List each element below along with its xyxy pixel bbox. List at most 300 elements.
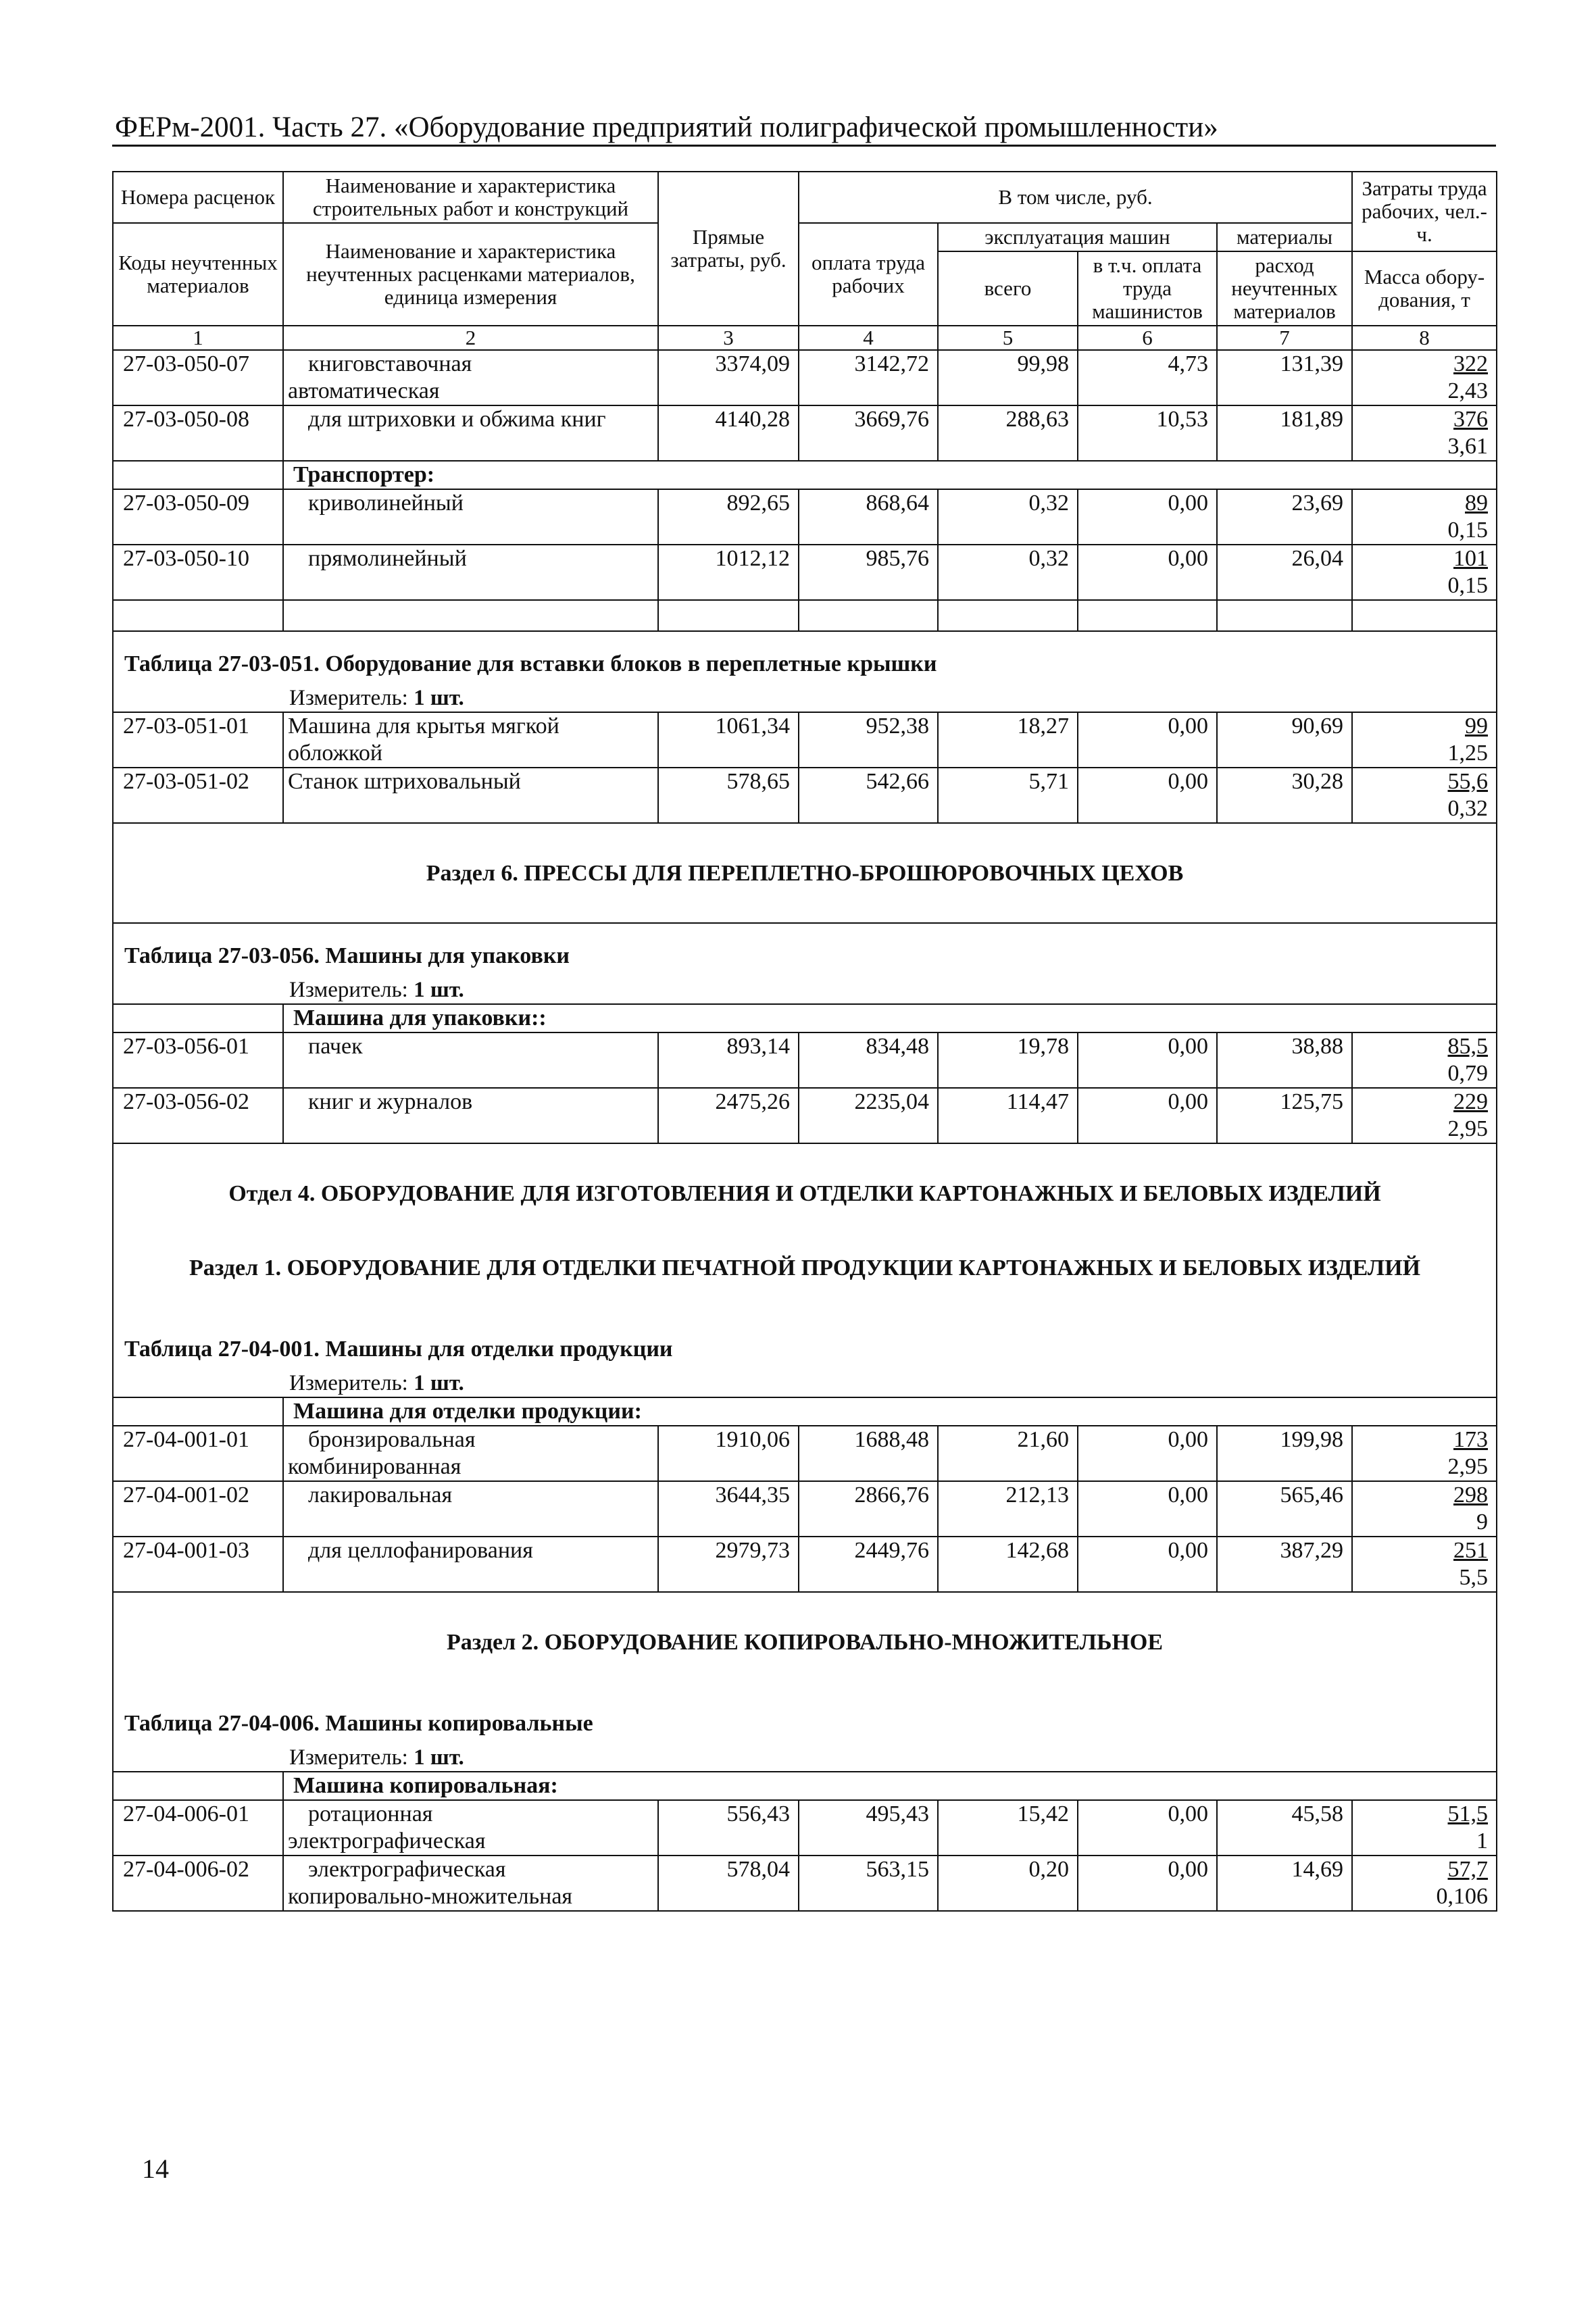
labor-cost: 2866,76 xyxy=(799,1481,938,1509)
empty-cell xyxy=(1078,1509,1217,1537)
item-name: книговставочная xyxy=(283,350,658,378)
table-title-row xyxy=(113,631,1497,684)
labor-cost: 3142,72 xyxy=(799,350,938,378)
col1-head-a: Номера расценок xyxy=(113,172,283,223)
table-row-cont xyxy=(113,1116,1497,1143)
empty-cell xyxy=(799,1564,938,1592)
machine-cost: 288,63 xyxy=(938,405,1078,433)
empty-cell xyxy=(799,1883,938,1911)
incl-head: В том числе, руб. xyxy=(799,172,1352,223)
rate-code: 27-03-051-02 xyxy=(113,768,283,795)
table-row-cont xyxy=(113,1060,1497,1088)
machine-cost: 114,47 xyxy=(938,1088,1078,1116)
group-label: Транспортер: xyxy=(283,461,1497,489)
material-cost: 38,88 xyxy=(1217,1032,1352,1060)
labor-hours: 251 xyxy=(1352,1537,1497,1564)
measure-value: 1 шт. xyxy=(414,1745,464,1770)
table-row xyxy=(113,1856,1497,1883)
empty-cell xyxy=(1217,378,1352,405)
machine-cost: 0,32 xyxy=(938,489,1078,517)
operator-cost: 0,00 xyxy=(1078,1481,1217,1509)
empty-cell xyxy=(658,433,799,461)
table-title: Таблица 27-03-051. Оборудование для вставки блоков в переплетные крышки xyxy=(113,631,1497,684)
empty-cell xyxy=(113,1772,283,1800)
labor-hours: 101 xyxy=(1352,545,1497,572)
measure-unit xyxy=(113,684,1497,712)
empty-cell xyxy=(938,740,1078,768)
mat-head: материалы xyxy=(1217,223,1352,251)
table-body xyxy=(113,350,1497,1912)
empty-cell xyxy=(1078,740,1217,768)
empty-cell xyxy=(1217,1509,1352,1537)
empty-cell xyxy=(1217,600,1352,631)
labor-cost: 542,66 xyxy=(799,768,938,795)
col2-head-b: Наименование и характеристика неучтенных расценками материалов, единица измерения xyxy=(283,223,658,326)
empty-cell xyxy=(799,740,938,768)
empty-cell xyxy=(113,1453,283,1481)
empty-cell xyxy=(658,1116,799,1143)
section-heading-row xyxy=(113,1592,1497,1691)
table-title-row xyxy=(113,1691,1497,1744)
item-name-cont: электрографическая xyxy=(283,1828,658,1856)
measure-label: Измеритель: xyxy=(289,1371,408,1395)
labor-cost: 834,48 xyxy=(799,1032,938,1060)
item-name: Станок штриховальный xyxy=(283,768,658,795)
direct-cost: 2475,26 xyxy=(658,1088,799,1116)
empty-cell xyxy=(283,1509,658,1537)
empty-cell xyxy=(658,517,799,545)
empty-cell xyxy=(113,461,283,489)
labor-hours: 57,7 xyxy=(1352,1856,1497,1883)
item-name-cont: обложкой xyxy=(283,740,658,768)
material-cost: 14,69 xyxy=(1217,1856,1352,1883)
direct-cost: 1061,34 xyxy=(658,712,799,740)
table-row-cont xyxy=(113,740,1497,768)
empty-cell xyxy=(938,1564,1078,1592)
rate-code: 27-03-050-09 xyxy=(113,489,283,517)
group-label-row xyxy=(113,1397,1497,1426)
col8-head-a: Затраты труда рабочих, чел.-ч. xyxy=(1352,172,1497,251)
machine-cost: 212,13 xyxy=(938,1481,1078,1509)
machine-cost: 18,27 xyxy=(938,712,1078,740)
table-row xyxy=(113,768,1497,795)
operator-cost: 10,53 xyxy=(1078,405,1217,433)
equipment-mass: 2,43 xyxy=(1352,378,1497,405)
operator-cost: 0,00 xyxy=(1078,489,1217,517)
item-name: криволинейный xyxy=(283,489,658,517)
rate-code: 27-04-001-02 xyxy=(113,1481,283,1509)
measure-label: Измеритель: xyxy=(289,978,408,1002)
operator-cost: 0,00 xyxy=(1078,545,1217,572)
empty-cell xyxy=(1078,1564,1217,1592)
material-cost: 565,46 xyxy=(1217,1481,1352,1509)
direct-cost: 1012,12 xyxy=(658,545,799,572)
spacer-row xyxy=(113,600,1497,631)
operator-cost: 0,00 xyxy=(1078,1088,1217,1116)
section-heading: Раздел 1. ОБОРУДОВАНИЕ ДЛЯ ОТДЕЛКИ ПЕЧАТНОЙ ПРОДУКЦИИ КАРТОНАЖНЫХ И БЕЛОВЫХ ИЗДЕЛИЙ xyxy=(113,1243,1497,1317)
equipment-mass: 5,5 xyxy=(1352,1564,1497,1592)
table-row xyxy=(113,350,1497,378)
labor-hours: 229 xyxy=(1352,1088,1497,1116)
colnum: 8 xyxy=(1352,326,1497,350)
header-rule xyxy=(112,145,1496,147)
empty-cell xyxy=(799,1453,938,1481)
table-row xyxy=(113,1537,1497,1564)
measure-value: 1 шт. xyxy=(414,978,464,1002)
measure-row xyxy=(113,1744,1497,1772)
labor-cost: 2235,04 xyxy=(799,1088,938,1116)
empty-cell xyxy=(283,572,658,600)
table-row xyxy=(113,489,1497,517)
empty-cell xyxy=(113,1060,283,1088)
empty-cell xyxy=(1078,378,1217,405)
operator-cost: 0,00 xyxy=(1078,1032,1217,1060)
item-name: для целлофанирования xyxy=(283,1537,658,1564)
empty-cell xyxy=(1217,1116,1352,1143)
measure-value: 1 шт. xyxy=(414,1371,464,1395)
direct-cost: 3644,35 xyxy=(658,1481,799,1509)
direct-cost: 556,43 xyxy=(658,1800,799,1828)
colnum: 2 xyxy=(283,326,658,350)
table-row-cont xyxy=(113,433,1497,461)
table-title-row xyxy=(113,923,1497,976)
empty-cell xyxy=(283,1116,658,1143)
equipment-mass: 0,79 xyxy=(1352,1060,1497,1088)
labor-hours: 298 xyxy=(1352,1481,1497,1509)
empty-cell xyxy=(113,1564,283,1592)
table-row-cont xyxy=(113,1509,1497,1537)
labor-cost: 2449,76 xyxy=(799,1537,938,1564)
empty-cell xyxy=(1078,517,1217,545)
rate-code: 27-04-006-02 xyxy=(113,1856,283,1883)
empty-cell xyxy=(938,1116,1078,1143)
col8-head-b: Масса обору-дования, т xyxy=(1352,251,1497,326)
measure-row xyxy=(113,684,1497,712)
section-heading-row xyxy=(113,823,1497,923)
empty-cell xyxy=(658,740,799,768)
empty-cell xyxy=(799,1509,938,1537)
empty-cell xyxy=(283,1060,658,1088)
equipment-mass: 2,95 xyxy=(1352,1453,1497,1481)
table-row-cont xyxy=(113,1828,1497,1856)
direct-cost: 4140,28 xyxy=(658,405,799,433)
table-bottom-border xyxy=(113,1911,1497,1912)
material-cost: 199,98 xyxy=(1217,1426,1352,1453)
empty-cell xyxy=(283,433,658,461)
equipment-mass: 0,15 xyxy=(1352,572,1497,600)
rate-code: 27-04-001-03 xyxy=(113,1537,283,1564)
empty-cell xyxy=(113,1828,283,1856)
empty-cell xyxy=(658,572,799,600)
item-name: книг и журналов xyxy=(283,1088,658,1116)
section-heading: Раздел 2. ОБОРУДОВАНИЕ КОПИРОВАЛЬНО-МНОЖИТЕЛЬНОЕ xyxy=(113,1592,1497,1691)
empty-cell xyxy=(938,1453,1078,1481)
col4-head: оплата труда рабочих xyxy=(799,223,938,326)
department-heading: Отдел 4. ОБОРУДОВАНИЕ ДЛЯ ИЗГОТОВЛЕНИЯ И ОТДЕЛКИ КАРТОНАЖНЫХ И БЕЛОВЫХ ИЗДЕЛИЙ xyxy=(113,1143,1497,1243)
empty-cell xyxy=(938,1060,1078,1088)
empty-cell xyxy=(113,1397,283,1426)
labor-cost: 563,15 xyxy=(799,1856,938,1883)
department-heading-row xyxy=(113,1143,1497,1243)
machine-cost: 5,71 xyxy=(938,768,1078,795)
table-row xyxy=(113,1426,1497,1453)
table-title-row xyxy=(113,1317,1497,1370)
empty-cell xyxy=(658,1828,799,1856)
operator-cost: 0,00 xyxy=(1078,1426,1217,1453)
labor-hours: 85,5 xyxy=(1352,1032,1497,1060)
rate-code: 27-03-050-08 xyxy=(113,405,283,433)
table-row-cont xyxy=(113,795,1497,823)
empty-cell xyxy=(1217,572,1352,600)
direct-cost: 893,14 xyxy=(658,1032,799,1060)
material-cost: 30,28 xyxy=(1217,768,1352,795)
col1-head-b: Коды неучтенных материалов xyxy=(113,223,283,326)
empty-cell xyxy=(938,378,1078,405)
direct-cost: 3374,09 xyxy=(658,350,799,378)
item-name: прямолинейный xyxy=(283,545,658,572)
empty-cell xyxy=(938,600,1078,631)
empty-cell xyxy=(1078,1453,1217,1481)
running-header: ФЕРм-2001. Часть 27. «Оборудование предприятий полиграфической промышленности» xyxy=(115,111,1218,143)
item-name: для штриховки и обжима книг xyxy=(283,405,658,433)
empty-cell xyxy=(799,378,938,405)
item-name: бронзировальная xyxy=(283,1426,658,1453)
group-label-row xyxy=(113,1004,1497,1032)
table-row-cont xyxy=(113,1453,1497,1481)
empty-cell xyxy=(1217,1828,1352,1856)
colnum: 6 xyxy=(1078,326,1217,350)
table-row xyxy=(113,1088,1497,1116)
empty-cell xyxy=(1217,1060,1352,1088)
empty-cell xyxy=(1078,572,1217,600)
col6-head: в т.ч. оплата труда машинистов xyxy=(1078,251,1217,326)
empty-cell xyxy=(283,795,658,823)
table-row-cont xyxy=(113,1883,1497,1911)
col7-head: расход неучтенных материалов xyxy=(1217,251,1352,326)
empty-cell xyxy=(1078,795,1217,823)
operator-cost: 0,00 xyxy=(1078,1800,1217,1828)
table-title: Таблица 27-03-056. Машины для упаковки xyxy=(113,923,1497,976)
rate-code: 27-03-050-07 xyxy=(113,350,283,378)
labor-cost: 1688,48 xyxy=(799,1426,938,1453)
operator-cost: 0,00 xyxy=(1078,768,1217,795)
operator-cost: 0,00 xyxy=(1078,712,1217,740)
equipment-mass: 3,61 xyxy=(1352,433,1497,461)
empty-cell xyxy=(1217,1883,1352,1911)
machine-cost: 15,42 xyxy=(938,1800,1078,1828)
labor-cost: 985,76 xyxy=(799,545,938,572)
item-name: ротационная xyxy=(283,1800,658,1828)
empty-cell xyxy=(1217,1453,1352,1481)
labor-cost: 495,43 xyxy=(799,1800,938,1828)
empty-cell xyxy=(938,433,1078,461)
material-cost: 131,39 xyxy=(1217,350,1352,378)
table-row xyxy=(113,1800,1497,1828)
empty-cell xyxy=(658,1453,799,1481)
measure-row xyxy=(113,1370,1497,1397)
empty-cell xyxy=(113,433,283,461)
empty-cell xyxy=(799,795,938,823)
empty-cell xyxy=(1217,740,1352,768)
direct-cost: 892,65 xyxy=(658,489,799,517)
empty-cell xyxy=(283,1564,658,1592)
group-label-row xyxy=(113,1772,1497,1800)
empty-cell xyxy=(1217,433,1352,461)
empty-cell xyxy=(113,740,283,768)
labor-hours: 173 xyxy=(1352,1426,1497,1453)
measure-unit xyxy=(113,976,1497,1004)
group-label-row xyxy=(113,461,1497,489)
empty-cell xyxy=(658,378,799,405)
equipment-mass: 2,95 xyxy=(1352,1116,1497,1143)
empty-cell xyxy=(113,1116,283,1143)
rate-code: 27-03-050-10 xyxy=(113,545,283,572)
table-row xyxy=(113,1032,1497,1060)
col3-head: Прямые затраты, руб. xyxy=(658,172,799,326)
empty-cell xyxy=(113,795,283,823)
direct-cost: 1910,06 xyxy=(658,1426,799,1453)
material-cost: 26,04 xyxy=(1217,545,1352,572)
page-number: 14 xyxy=(142,2154,169,2184)
labor-hours: 322 xyxy=(1352,350,1497,378)
empty-cell xyxy=(283,600,658,631)
labor-hours: 376 xyxy=(1352,405,1497,433)
empty-cell xyxy=(1078,1828,1217,1856)
empty-cell xyxy=(658,1564,799,1592)
material-cost: 45,58 xyxy=(1217,1800,1352,1828)
empty-cell xyxy=(1078,1116,1217,1143)
empty-cell xyxy=(799,517,938,545)
table-header xyxy=(113,172,1497,350)
item-name-cont: автоматическая xyxy=(283,378,658,405)
table-row xyxy=(113,545,1497,572)
empty-cell xyxy=(1352,600,1497,631)
material-cost: 125,75 xyxy=(1217,1088,1352,1116)
empty-cell xyxy=(113,378,283,405)
measure-unit xyxy=(113,1370,1497,1397)
empty-cell xyxy=(113,572,283,600)
colnum: 1 xyxy=(113,326,283,350)
empty-cell xyxy=(658,1883,799,1911)
item-name: лакировальная xyxy=(283,1481,658,1509)
empty-cell xyxy=(799,600,938,631)
empty-cell xyxy=(113,600,283,631)
direct-cost: 2979,73 xyxy=(658,1537,799,1564)
rates-table xyxy=(112,171,1497,1912)
labor-cost: 3669,76 xyxy=(799,405,938,433)
empty-cell xyxy=(1078,433,1217,461)
empty-cell xyxy=(113,517,283,545)
empty-cell xyxy=(658,1509,799,1537)
machine-cost: 19,78 xyxy=(938,1032,1078,1060)
empty-cell xyxy=(938,795,1078,823)
empty-cell xyxy=(1078,1060,1217,1088)
rate-code: 27-03-051-01 xyxy=(113,712,283,740)
table-title: Таблица 27-04-006. Машины копировальные xyxy=(113,1691,1497,1744)
empty-cell xyxy=(113,1883,283,1911)
labor-hours: 99 xyxy=(1352,712,1497,740)
table-row xyxy=(113,405,1497,433)
direct-cost: 578,04 xyxy=(658,1856,799,1883)
operator-cost: 0,00 xyxy=(1078,1537,1217,1564)
labor-cost: 868,64 xyxy=(799,489,938,517)
colnum: 5 xyxy=(938,326,1078,350)
empty-cell xyxy=(799,433,938,461)
machine-cost: 99,98 xyxy=(938,350,1078,378)
labor-cost: 952,38 xyxy=(799,712,938,740)
item-name: электрографическая xyxy=(283,1856,658,1883)
operator-cost: 4,73 xyxy=(1078,350,1217,378)
measure-label: Измеритель: xyxy=(289,1745,408,1770)
table-row-cont xyxy=(113,378,1497,405)
item-name-cont: копировально-множительная xyxy=(283,1883,658,1911)
col2-head-a: Наименование и характеристика строительных работ и конструкций xyxy=(283,172,658,223)
operator-cost: 0,00 xyxy=(1078,1856,1217,1883)
empty-cell xyxy=(283,517,658,545)
empty-cell xyxy=(113,1004,283,1032)
equipment-mass: 0,32 xyxy=(1352,795,1497,823)
column-numbers xyxy=(113,326,1497,350)
empty-cell xyxy=(938,572,1078,600)
labor-hours: 55,6 xyxy=(1352,768,1497,795)
table-title: Таблица 27-04-001. Машины для отделки продукции xyxy=(113,1317,1497,1370)
colnum: 3 xyxy=(658,326,799,350)
group-label: Машина для отделки продукции: xyxy=(283,1397,1497,1426)
empty-cell xyxy=(938,1828,1078,1856)
group-label: Машина для упаковки:: xyxy=(283,1004,1497,1032)
material-cost: 387,29 xyxy=(1217,1537,1352,1564)
empty-cell xyxy=(1217,1564,1352,1592)
empty-cell xyxy=(799,1060,938,1088)
table-row-cont xyxy=(113,572,1497,600)
empty-cell xyxy=(938,517,1078,545)
empty-cell xyxy=(1217,517,1352,545)
equipment-mass: 0,15 xyxy=(1352,517,1497,545)
labor-hours: 51,5 xyxy=(1352,1800,1497,1828)
empty-cell xyxy=(1078,600,1217,631)
empty-cell xyxy=(658,795,799,823)
section-heading: Раздел 6. ПРЕССЫ ДЛЯ ПЕРЕПЛЕТНО-БРОШЮРОВОЧНЫХ ЦЕХОВ xyxy=(113,823,1497,923)
item-name: пачек xyxy=(283,1032,658,1060)
direct-cost: 578,65 xyxy=(658,768,799,795)
material-cost: 23,69 xyxy=(1217,489,1352,517)
equipment-mass: 1 xyxy=(1352,1828,1497,1856)
colnum: 4 xyxy=(799,326,938,350)
col5-head: всего xyxy=(938,251,1078,326)
table-row xyxy=(113,1481,1497,1509)
material-cost: 181,89 xyxy=(1217,405,1352,433)
empty-cell xyxy=(1217,795,1352,823)
empty-cell xyxy=(113,1509,283,1537)
table-row xyxy=(113,712,1497,740)
equipment-mass: 1,25 xyxy=(1352,740,1497,768)
empty-cell xyxy=(799,1116,938,1143)
rate-code: 27-04-001-01 xyxy=(113,1426,283,1453)
item-name-cont: комбинированная xyxy=(283,1453,658,1481)
machine-cost: 0,20 xyxy=(938,1856,1078,1883)
group-label: Машина копировальная: xyxy=(283,1772,1497,1800)
measure-label: Измеритель: xyxy=(289,686,408,710)
table-row-cont xyxy=(113,1564,1497,1592)
rate-code: 27-03-056-02 xyxy=(113,1088,283,1116)
exp-head: эксплуатация машин xyxy=(938,223,1217,251)
labor-hours: 89 xyxy=(1352,489,1497,517)
empty-cell xyxy=(799,1828,938,1856)
item-name: Машина для крытья мягкой xyxy=(283,712,658,740)
empty-cell xyxy=(799,572,938,600)
table-row-cont xyxy=(113,517,1497,545)
table-end xyxy=(113,1911,1497,1912)
